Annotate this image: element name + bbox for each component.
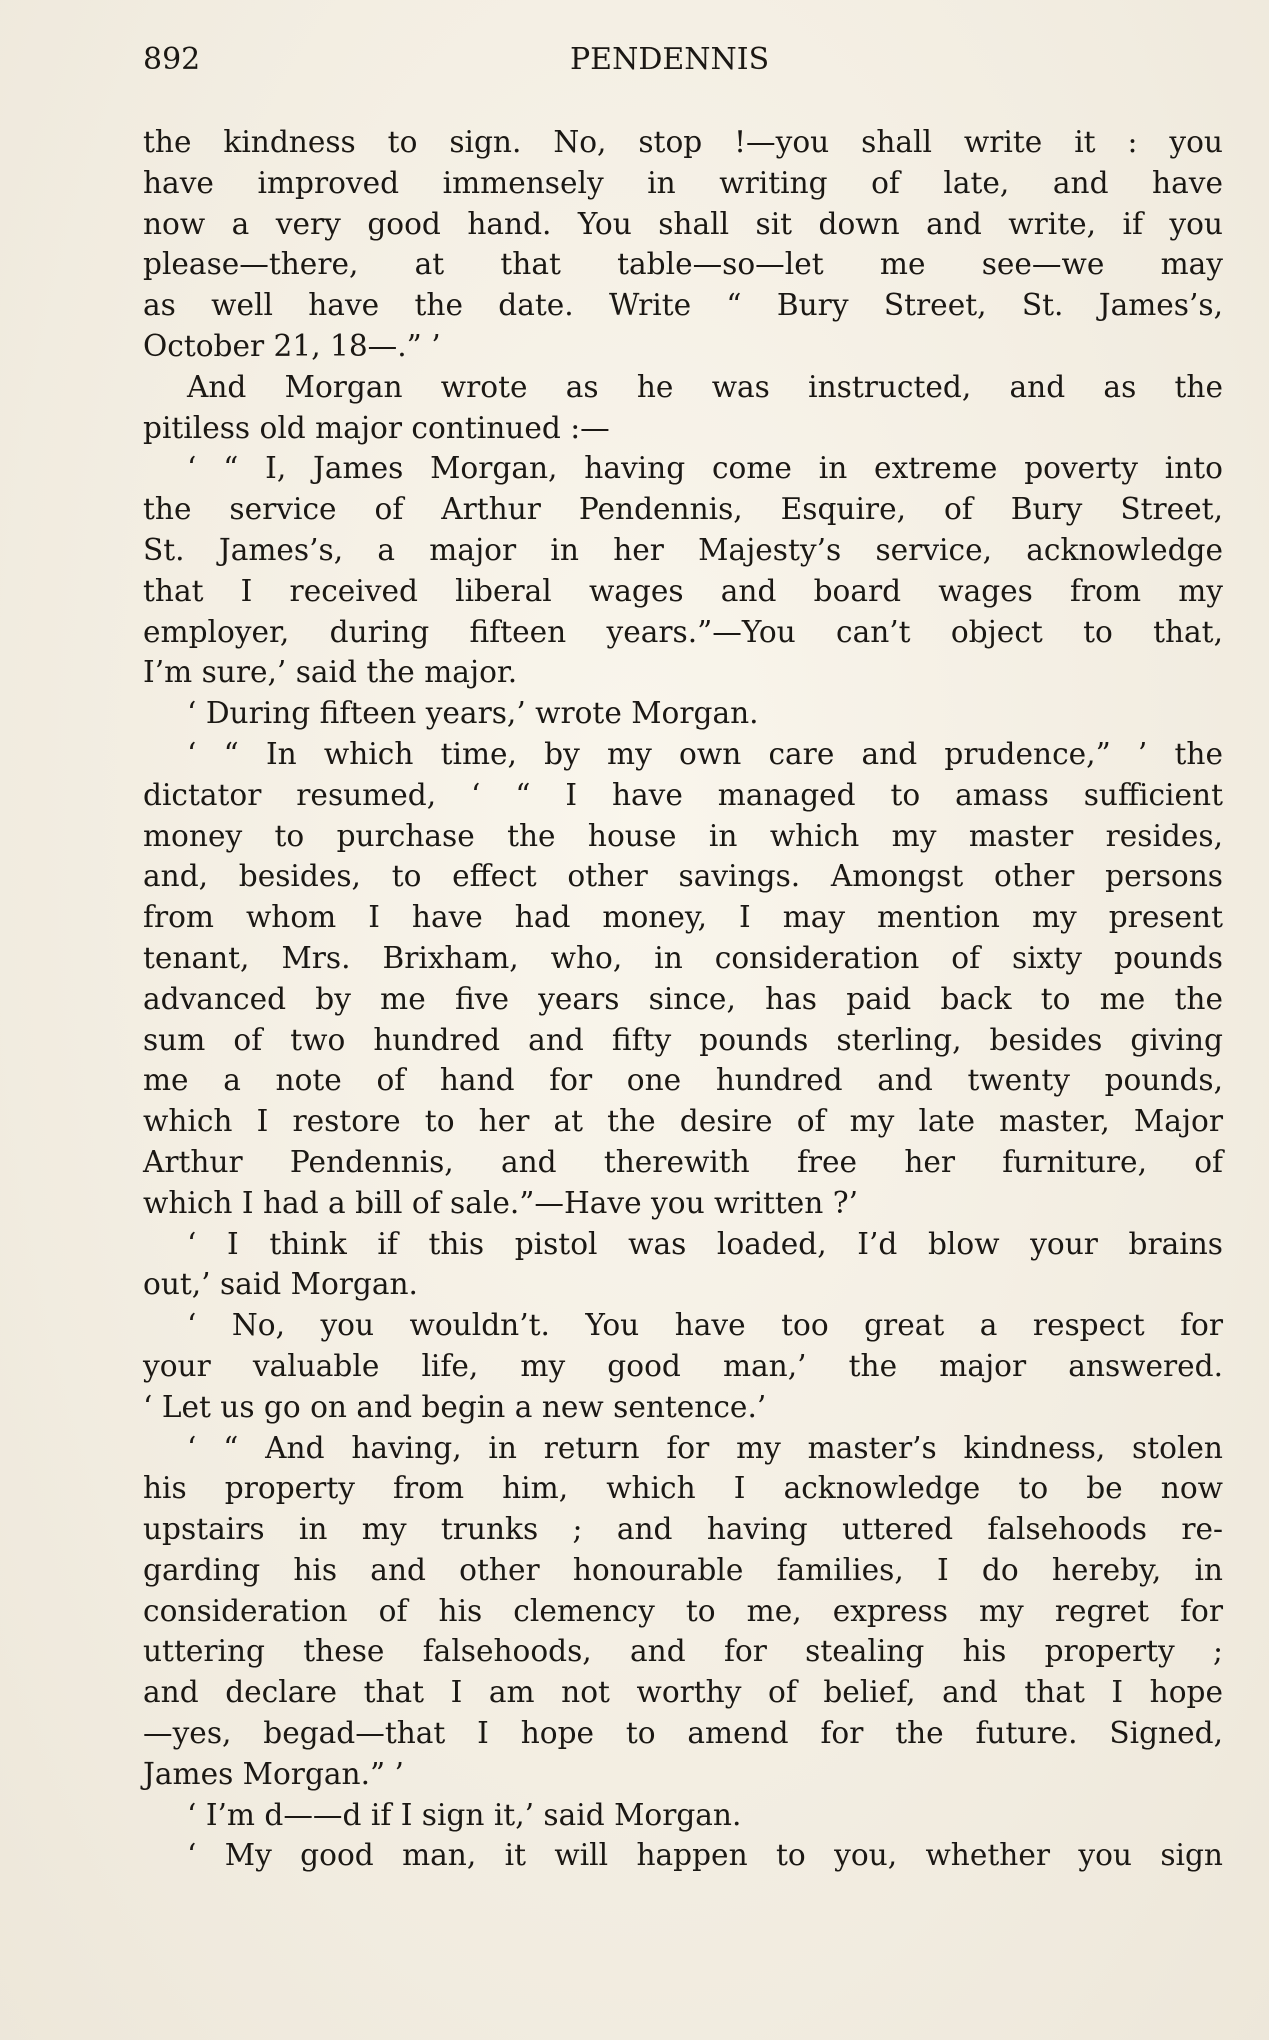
text-line: employer, during fifteen years.”—You can’t object to that, <box>143 614 1223 649</box>
text-line: as well have the date. Write “ Bury Street, St. James’s, <box>143 288 1223 323</box>
text-line: now a very good hand. You shall sit down and write, if you <box>143 206 1223 241</box>
text-line: sum of two hundred and fifty pounds sterling, besides giving <box>143 1022 1223 1057</box>
text-line: ‘ Let us go on and begin a new sentence.’ <box>143 1389 767 1424</box>
text-line: St. James’s, a major in her Majesty’s service, acknowledge <box>143 532 1223 567</box>
text-line: the kindness to sign. No, stop !—you shall write it : you <box>143 125 1223 159</box>
text-line: Arthur Pendennis, and therewith free her furniture, of <box>143 1144 1223 1179</box>
page-header <box>143 40 1223 80</box>
text-line: your valuable life, my good man,’ the major answered. <box>143 1348 1223 1383</box>
text-line: pitiless old major continued :— <box>143 410 610 445</box>
text-line: ‘ “ I, James Morgan, having come in extreme poverty into <box>187 451 1223 486</box>
text-line: ‘ My good man, it will happen to you, whether you sign <box>187 1838 1223 1873</box>
running-title: PENDENNIS <box>570 42 770 77</box>
text-line: that I received liberal wages and board wages from my <box>143 573 1223 608</box>
text-line: advanced by me five years since, has paid back to me the <box>143 981 1223 1016</box>
text-line: ‘ During fifteen years,’ wrote Morgan. <box>187 696 759 731</box>
text-line: uttering these falsehoods, and for stealing his property ; <box>143 1634 1223 1669</box>
text-line: ‘ “ In which time, by my own care and prudence,” ’ the <box>187 736 1223 771</box>
text-line: I’m sure,’ said the major. <box>143 655 518 690</box>
text-line: James Morgan.” ’ <box>143 1756 404 1791</box>
page-number: 892 <box>143 42 201 77</box>
text-line: from whom I have had money, I may mention my present <box>143 900 1223 935</box>
text-line: money to purchase the house in which my master resides, <box>143 818 1223 853</box>
text-line: and, besides, to effect other savings. Amongst other persons <box>143 859 1223 894</box>
text-line: tenant, Mrs. Brixham, who, in consideration of sixty pounds <box>143 940 1223 975</box>
text-line: his property from him, which I acknowledge to be now <box>143 1471 1223 1506</box>
text-line: dictator resumed, ‘ “ I have managed to amass sufficient <box>143 777 1223 812</box>
text-line: and declare that I am not worthy of belief, and that I hope <box>143 1675 1223 1710</box>
text-line: the service of Arthur Pendennis, Esquire, of Bury Street, <box>143 492 1223 527</box>
text-line: please—there, at that table—so—let me see—we may <box>143 247 1223 282</box>
text-line: which I restore to her at the desire of my late master, Major <box>143 1104 1223 1139</box>
text-line: —yes, begad—that I hope to amend for the future. Signed, <box>143 1716 1223 1751</box>
text-line: ‘ “ And having, in return for my master’s kindness, stolen <box>187 1430 1223 1465</box>
text-line: ‘ I think if this pistol was loaded, I’d blow your brains <box>187 1226 1223 1261</box>
text-line: ‘ I’m d——d if I sign it,’ said Morgan. <box>187 1797 742 1832</box>
text-line: garding his and other honourable families, I do hereby, in <box>143 1552 1223 1587</box>
text-line: out,’ said Morgan. <box>143 1267 418 1302</box>
text-line: upstairs in my trunks ; and having uttered falsehoods re- <box>143 1512 1223 1547</box>
text-line: consideration of his clemency to me, express my regret for <box>143 1593 1223 1628</box>
text-line: ‘ No, you wouldn’t. You have too great a respect for <box>187 1308 1223 1343</box>
text-line: And Morgan wrote as he was instructed, and as the <box>187 369 1223 404</box>
text-line: October 21, 18—.” ’ <box>143 328 441 363</box>
text-line: me a note of hand for one hundred and twenty pounds, <box>143 1063 1223 1098</box>
body-text <box>143 122 1223 1876</box>
text-line: have improved immensely in writing of late, and have <box>143 165 1223 200</box>
text-line: which I had a bill of sale.”—Have you written ?’ <box>143 1185 859 1220</box>
